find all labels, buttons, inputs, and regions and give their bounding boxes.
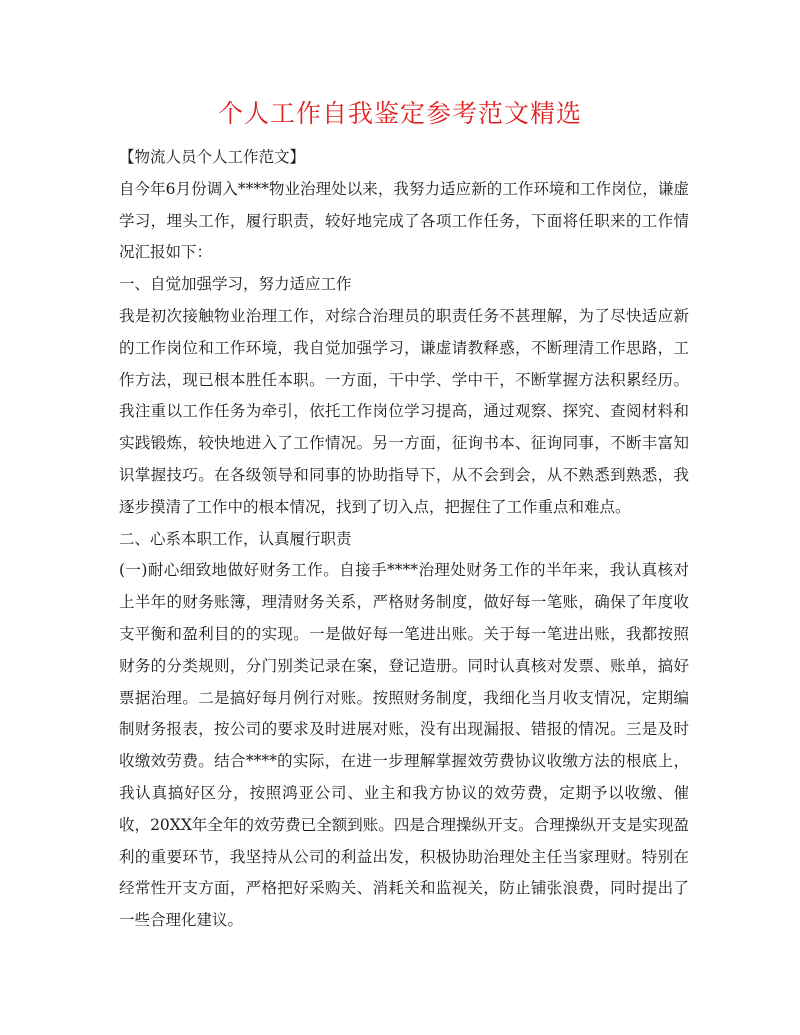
intro-paragraph: 自今年6月份调入****物业治理处以来，我努力适应新的工作环境和工作岗位，谦虚学习，埋头工作，履行职责，较好地完成了各项工作任务，下面将任职来的工作情况汇报如下：	[119, 179, 689, 262]
paragraph-learning: 我是初次接触物业治理工作，对综合治理员的职责任务不甚理解，为了尽快适应新的工作岗位和工作环境，我自觉加强学习，谦虚请教释惑，不断理清工作思路，工作方法，现已根本胜任本职。一方面，干中学、学中干，不断掌握方法积累经历。我注重以工作任务为牵引，依托工作岗位学习提高，通过观察、探究、查阅材料和实践锻炼，较快地进入了工作情况。另一方面，征询书本、征询同事，不断丰富知识掌握技巧。在各级领导和同事的协助指导下，从不会到会，从不熟悉到熟悉，我逐步摸清了工作中的根本情况，找到了切入点，把握住了工作重点和难点。	[119, 306, 689, 516]
document-title: 个人工作自我鉴定参考范文精选	[217, 99, 582, 128]
paragraph-finance: (一)耐心细致地做好财务工作。自接手****治理处财务工作的半年来，我认真核对上半年的财务账簿，理清财务关系，严格财务制度，做好每一笔账，确保了年度收支平衡和盈利目的的实现。一是做好每一笔进出账。关于每一笔进出账，我都按照财务的分类规则，分门别类记录在案，登记造册。同时认真核对发票、账单，搞好票据治理。二是搞好每月例行对账。按照财务制度，我细化当月收支情况，定期编制财务报表，按公司的要求及时进展对账，没有出现漏报、错报的情况。三是及时收缴效劳费。结合****的实际，在进一步理解掌握效劳费协议收缴方法的根底上，我认真搞好区分，按照鸿亚公司、业主和我方协议的效劳费，定期予以收缴、催收，20XX年全年的效劳费已全额到账。四是合理操纵开支。合理操纵开支是实现盈利的重要环节，我坚持从公司的利益出发，积极协助治理处主任当家理财。特别在经常性开支方面，严格把好采购关、消耗关和监视关，防止铺张浪费，同时提出了一些合理化建议。	[119, 561, 689, 930]
section-heading-2: 二、心系本职工作，认真履行职责	[119, 529, 352, 548]
section-heading-1: 一、自觉加强学习，努力适应工作	[119, 275, 352, 294]
section-subtitle: 【物流人员个人工作范文】	[119, 148, 306, 166]
document-body	[119, 142, 689, 937]
